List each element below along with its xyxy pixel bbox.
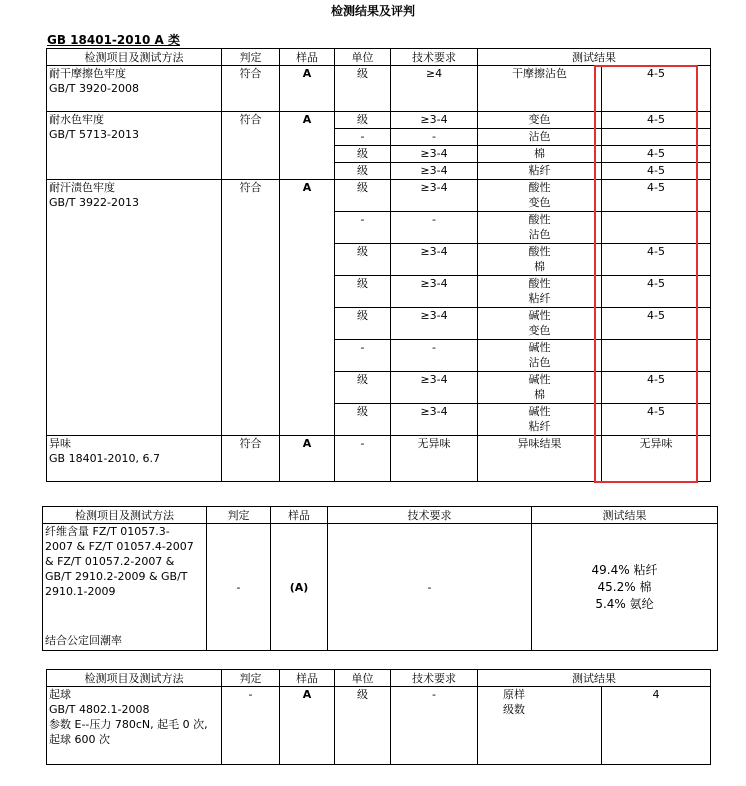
result-value-cell: 4-5 xyxy=(602,404,711,436)
fiber-result-line: 5.4% 氨纶 xyxy=(595,596,654,611)
sample-cell: A xyxy=(280,436,335,482)
test-type-label: 碱性 xyxy=(528,373,551,386)
result-value-cell: 4-5 xyxy=(602,146,711,163)
fiber-sample: (A) xyxy=(271,524,328,651)
fiber-result-line: 45.2% 棉 xyxy=(597,579,652,594)
test-type-cell xyxy=(478,308,602,340)
test-method: GB 18401-2010, 6.7 xyxy=(49,452,161,465)
t1-header-requirement: 技术要求 xyxy=(391,49,478,66)
requirement-cell: ≥3-4 xyxy=(391,146,478,163)
requirement-cell: - xyxy=(391,212,478,244)
pilling-method-line: 起球 600 次 xyxy=(49,733,110,746)
test-item-name: 耐干摩擦色牢度 xyxy=(49,67,126,80)
test-method: GB/T 3922-2013 xyxy=(49,196,139,209)
pilling-sample: A xyxy=(280,687,335,765)
pilling-method-line: 参数 E--压力 780cN, 起毛 0 次, xyxy=(49,718,208,731)
t3-header-method: 检测项目及测试方法 xyxy=(47,670,222,687)
pilling-method-line: 起球 xyxy=(49,688,71,701)
requirement-cell: ≥3-4 xyxy=(391,163,478,180)
test-type-label: 变色 xyxy=(528,196,551,209)
requirement-cell: ≥3-4 xyxy=(391,112,478,129)
result-value-cell: 无异味 xyxy=(602,436,711,482)
t1-header-method: 检测项目及测试方法 xyxy=(47,49,222,66)
t2-header-judgment: 判定 xyxy=(207,507,271,524)
requirement-cell: 无异味 xyxy=(391,436,478,482)
unit-cell: - xyxy=(335,129,391,146)
test-type-cell xyxy=(478,276,602,308)
test-item-name: 耐汗渍色牢度 xyxy=(49,181,115,194)
test-type-label: 粘纤 xyxy=(528,164,551,177)
result-value-cell: 4-5 xyxy=(602,276,711,308)
test-type-label: 异味结果 xyxy=(517,437,562,450)
pilling-table xyxy=(46,669,711,765)
unit-cell: - xyxy=(335,340,391,372)
t3-header-unit: 单位 xyxy=(335,670,391,687)
unit-cell: 级 xyxy=(335,308,391,340)
unit-cell: 级 xyxy=(335,404,391,436)
test-type-cell xyxy=(478,146,602,163)
unit-cell: 级 xyxy=(335,66,391,112)
pilling-unit: 级 xyxy=(335,687,391,765)
unit-cell: 级 xyxy=(335,276,391,308)
unit-cell: 级 xyxy=(335,372,391,404)
unit-cell: 级 xyxy=(335,112,391,129)
test-type-label: 酸性 xyxy=(528,213,551,226)
test-type-label: 酸性 xyxy=(528,181,551,194)
result-highlight-box xyxy=(594,65,698,483)
t3-header-requirement: 技术要求 xyxy=(391,670,478,687)
t1-header-result: 测试结果 xyxy=(478,49,711,66)
unit-cell: 级 xyxy=(335,180,391,212)
t3-header-judgment: 判定 xyxy=(222,670,280,687)
result-value-cell: 4-5 xyxy=(602,112,711,129)
test-type-cell xyxy=(478,66,602,112)
test-type-label: 棉 xyxy=(534,260,545,273)
fiber-content-table xyxy=(42,506,718,651)
fiber-method-cell xyxy=(43,524,207,651)
test-type-label: 沾色 xyxy=(528,356,551,369)
test-type-label: 棉 xyxy=(534,388,545,401)
judgment-cell: 符合 xyxy=(222,66,280,112)
requirement-cell: ≥3-4 xyxy=(391,244,478,276)
fiber-requirement: - xyxy=(328,524,532,651)
test-type-label: 干摩擦沾色 xyxy=(512,67,567,80)
requirement-cell: ≥3-4 xyxy=(391,180,478,212)
result-value-cell: 4-5 xyxy=(602,163,711,180)
test-type-cell xyxy=(478,129,602,146)
pilling-result-label xyxy=(478,687,602,765)
test-type-label: 碱性 xyxy=(528,341,551,354)
test-item-cell xyxy=(47,112,222,180)
t1-header-unit: 单位 xyxy=(335,49,391,66)
result-value-cell: 4-5 xyxy=(602,244,711,276)
test-type-label: 碱性 xyxy=(528,405,551,418)
requirement-cell: ≥3-4 xyxy=(391,276,478,308)
sample-cell: A xyxy=(280,112,335,180)
sample-cell: A xyxy=(280,66,335,112)
pilling-result-label-line: 级数 xyxy=(503,703,525,716)
pilling-requirement: - xyxy=(391,687,478,765)
test-type-label: 沾色 xyxy=(528,130,551,143)
fiber-method-line: 2007 & FZ/T 01057.4-2007 xyxy=(45,540,194,553)
judgment-cell: 符合 xyxy=(222,180,280,436)
test-type-label: 变色 xyxy=(528,324,551,337)
test-type-label: 粘纤 xyxy=(528,292,551,305)
test-item-cell xyxy=(47,436,222,482)
test-type-label: 碱性 xyxy=(528,309,551,322)
t1-header-judgment: 判定 xyxy=(222,49,280,66)
unit-cell: 级 xyxy=(335,163,391,180)
unit-cell: - xyxy=(335,436,391,482)
test-type-cell xyxy=(478,180,602,212)
pilling-result-label-line: 原样 xyxy=(503,688,525,701)
test-type-cell xyxy=(478,340,602,372)
test-type-cell xyxy=(478,163,602,180)
unit-cell: 级 xyxy=(335,244,391,276)
t2-header-sample: 样品 xyxy=(271,507,328,524)
test-type-cell xyxy=(478,372,602,404)
test-method: GB/T 3920-2008 xyxy=(49,82,139,95)
standard-subtitle: GB 18401-2010 A 类 xyxy=(47,33,180,47)
fiber-method-line: GB/T 2910.2-2009 & GB/T xyxy=(45,570,188,583)
test-type-label: 酸性 xyxy=(528,245,551,258)
t2-header-result: 测试结果 xyxy=(532,507,718,524)
requirement-cell: ≥3-4 xyxy=(391,308,478,340)
moisture-regain-note: 结合公定回潮率 xyxy=(45,634,122,647)
test-type-label: 变色 xyxy=(528,113,551,126)
pilling-method-cell xyxy=(47,687,222,765)
t3-header-sample: 样品 xyxy=(280,670,335,687)
unit-cell: 级 xyxy=(335,146,391,163)
pilling-judgment: - xyxy=(222,687,280,765)
result-value-cell: 4-5 xyxy=(602,66,711,112)
judgment-cell: 符合 xyxy=(222,436,280,482)
sample-cell: A xyxy=(280,180,335,436)
test-item-name: 异味 xyxy=(49,437,71,450)
t2-header-method: 检测项目及测试方法 xyxy=(43,507,207,524)
fiber-results xyxy=(532,524,718,651)
test-item-cell xyxy=(47,66,222,112)
t3-header-result: 测试结果 xyxy=(478,670,711,687)
unit-cell: - xyxy=(335,212,391,244)
test-type-cell xyxy=(478,212,602,244)
test-type-label: 棉 xyxy=(534,147,545,160)
test-item-cell xyxy=(47,180,222,436)
fiber-result-line: 49.4% 粘纤 xyxy=(591,562,658,577)
requirement-cell: ≥3-4 xyxy=(391,372,478,404)
requirement-cell: - xyxy=(391,129,478,146)
fiber-method-line: 纤维含量 FZ/T 01057.3- xyxy=(45,525,170,538)
fiber-method-line: 2910.1-2009 xyxy=(45,585,116,598)
judgment-cell: 符合 xyxy=(222,112,280,180)
test-item-name: 耐水色牢度 xyxy=(49,113,104,126)
result-value-cell: 4-5 xyxy=(602,180,711,212)
requirement-cell: - xyxy=(391,340,478,372)
test-type-label: 沾色 xyxy=(528,228,551,241)
pilling-method-line: GB/T 4802.1-2008 xyxy=(49,703,150,716)
test-type-cell xyxy=(478,436,602,482)
test-type-cell xyxy=(478,404,602,436)
test-type-cell xyxy=(478,244,602,276)
test-type-cell xyxy=(478,112,602,129)
requirement-cell: ≥4 xyxy=(391,66,478,112)
test-type-label: 粘纤 xyxy=(528,420,551,433)
t2-header-requirement: 技术要求 xyxy=(328,507,532,524)
requirement-cell: ≥3-4 xyxy=(391,404,478,436)
test-method: GB/T 5713-2013 xyxy=(49,128,139,141)
result-value-cell: 4-5 xyxy=(602,372,711,404)
test-type-label: 酸性 xyxy=(528,277,551,290)
page-title: 检测结果及评判 xyxy=(330,4,415,18)
fiber-method-line: & FZ/T 01057.2-2007 & xyxy=(45,555,175,568)
result-value-cell: 4-5 xyxy=(602,308,711,340)
t1-header-sample: 样品 xyxy=(280,49,335,66)
pilling-result-value: 4 xyxy=(602,687,711,765)
fiber-judgment: - xyxy=(207,524,271,651)
